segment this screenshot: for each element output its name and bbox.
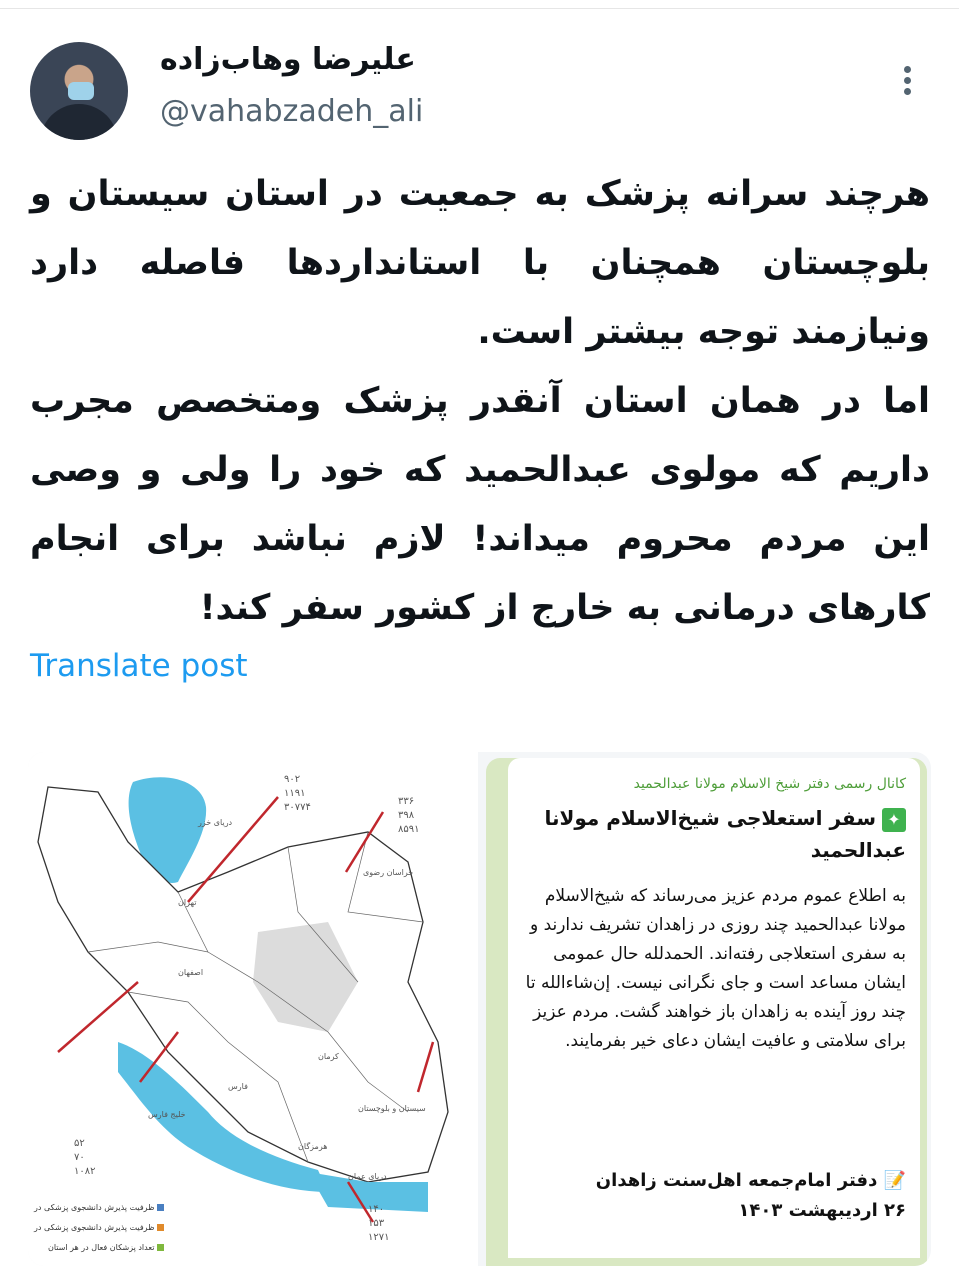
map-number: ۳۰۷۷۴: [284, 802, 311, 813]
map-label-fars: فارس: [228, 1082, 248, 1091]
map-label-sistan-baluchestan: سیستان و بلوچستان: [358, 1104, 426, 1113]
map-label-razavi-khorasan: خراسان رضوی: [363, 868, 414, 877]
map-label-hormozgan: هرمزگان: [298, 1142, 328, 1151]
legend-swatch: [157, 1224, 164, 1231]
map-label-oman-sea: دریای عمان: [348, 1172, 387, 1181]
avatar-face-mask: [68, 82, 94, 100]
legend-item: [34, 1198, 164, 1218]
legend-swatch: [157, 1204, 164, 1211]
telegram-post-body: به اطلاع عموم مردم عزیز می‌رساند که شیخ‌الاسلام مولانا عبدالحمید چند روزی در زاهدان تشریف ندارند و به سفری استعلاجی رفته‌اند. الحمدلله حال عمومی ایشان مساعد است و جای نگرانی نیست. إن‌شاءالله تا چند روز آینده به زاهدان باز خواهند گشت. مردم عزیز برای سلامتی و عافیت ایشان دعای خیر بفرمایند.: [525, 886, 906, 1051]
map-label-persian-gulf: خلیج فارس: [148, 1110, 186, 1119]
tweet-paragraph-2: اما در همان استان آنقدر پزشک ومتخصص مجرب داریم که مولوی عبدالحمید که خود را ولی و وصی این مردم محروم میداند! لازم نباشد برای انجام کارهای درمانی به خارج از کشور سفر کند!: [30, 381, 930, 628]
map-number: ۱۴۰: [368, 1204, 385, 1215]
legend-swatch: [157, 1244, 164, 1251]
telegram-post-title-text: سفر استعلاجی شیخ‌الاسلام مولانا عبدالحمید: [544, 806, 906, 862]
map-number: ۱۱۹۱: [284, 788, 306, 799]
map-number: ۵۲: [74, 1138, 85, 1149]
translate-post-link[interactable]: Translate post: [30, 648, 248, 684]
map-label-isfahan: اصفهان: [178, 968, 204, 977]
avatar-shoulders: [40, 104, 118, 140]
telegram-channel-name: کانال رسمی دفتر شیخ الاسلام مولانا عبدالحمید: [633, 776, 906, 792]
author-handle[interactable]: @vahabzadeh_ali: [160, 94, 424, 129]
iran-outline: [38, 787, 448, 1182]
sparkle-icon: ✦: [882, 808, 906, 832]
map-number: ۸۵۹۱: [398, 824, 420, 835]
author-display-name[interactable]: علیرضا وهاب‌زاده: [160, 42, 416, 77]
tweet-media-image[interactable]: [28, 752, 931, 1266]
legend-item: [34, 1238, 164, 1258]
pencil-icon: 📝: [877, 1170, 906, 1191]
map-label-tehran: تهران: [178, 898, 197, 907]
telegram-post-date: ۲۶ اردیبهشت ۱۴۰۳: [738, 1200, 906, 1221]
tweet-paragraph-1: هرچند سرانه پزشک به جمعیت در استان سیستان و بلوچستان همچنان با استانداردها فاصله دارد ونیازمند توجه بیشتر است.: [30, 174, 930, 352]
iran-map-image: [28, 752, 478, 1266]
map-number: ۳۳۶: [398, 796, 415, 807]
legend-label: تعداد پزشکان فعال در هر استان: [47, 1243, 155, 1252]
legend-label: ظرفیت پذیرش دانشجوی پزشکی در: [34, 1223, 155, 1232]
telegram-post-signature: [522, 1166, 906, 1226]
signature-text: دفتر امام‌جمعه اهل‌سنت زاهدان: [595, 1170, 878, 1191]
map-number: ۷۰: [74, 1152, 85, 1163]
map-number: ۱۵۳: [368, 1218, 385, 1229]
signature-line: [522, 1166, 906, 1196]
map-number: ۹۰۲: [284, 774, 301, 785]
map-number: ۱۰۸۲: [74, 1166, 96, 1177]
map-label-caspian: دریای خزر: [198, 818, 233, 827]
map-legend: [34, 1198, 164, 1258]
map-number: ۱۲۷۱: [368, 1232, 390, 1243]
more-options-icon[interactable]: [897, 62, 917, 102]
telegram-message-bubble: [508, 758, 920, 1258]
map-number: ۳۹۸: [398, 810, 415, 821]
telegram-post-title: [526, 802, 906, 866]
legend-label: ظرفیت پذیرش دانشجوی پزشکی در: [34, 1203, 155, 1212]
legend-item: [34, 1218, 164, 1238]
top-divider: [0, 8, 959, 9]
tweet-text: [30, 160, 930, 643]
telegram-screenshot: [486, 758, 927, 1266]
author-avatar[interactable]: [30, 42, 128, 140]
map-label-kerman: کرمان: [318, 1052, 339, 1061]
